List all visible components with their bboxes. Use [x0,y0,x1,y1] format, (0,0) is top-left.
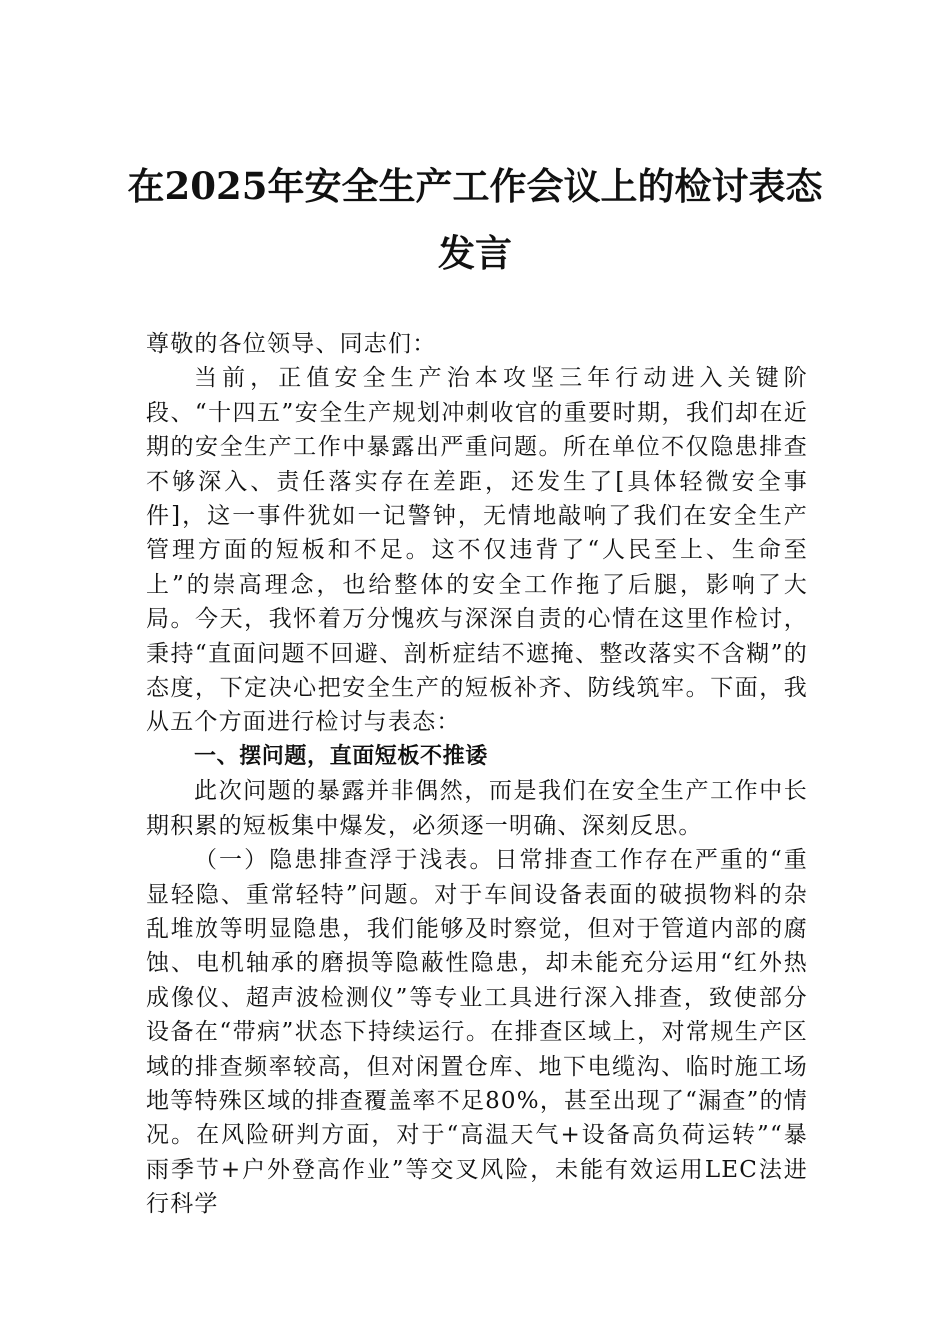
section-1-heading: 一、摆问题，直面短板不推诿 [194,743,488,769]
salutation: 尊敬的各位领导、同志们： [146,331,437,357]
section-1-intro-paragraph: 此次问题的暴露并非偶然，而是我们在安全生产工作中长期积累的短板集中爆发，必须逐一明确、深刻反思。 [146,778,808,839]
section-1-item-1-paragraph: （一）隐患排查浮于浅表。日常排查工作存在严重的“重显轻隐、重常轻特”问题。对于车间设备表面的破损物料的杂乱堆放等明显隐患，我们能够及时察觉，但对于管道内部的腐蚀、电机轴承的磨损等隐蔽性隐患，却未能充分运用“红外热成像仪、超声波检测仪”等专业工具进行深入排查，致使部分设备在“带病”状态下持续运行。在排查区域上，对常规生产区域的排查频率较高，但对闲置仓库、地下电缆沟、临时施工场地等特殊区域的排查覆盖率不足80%，甚至出现了“漏查”的情况。在风险研判方面，对于“高温天气+设备高负荷运转”“暴雨季节+户外登高作业”等交叉风险，未能有效运用LEC法进行科学 [146,847,808,1218]
document-title-line-2: 发言 [438,231,512,275]
intro-paragraph: 当前，正值安全生产治本攻坚三年行动进入关键阶段、“十四五”安全生产规划冲刺收官的重要时期，我们却在近期的安全生产工作中暴露出严重问题。所在单位不仅隐患排查不够深入、责任落实存在差距，还发生了[具体轻微安全事件]，这一事件犹如一记警钟，无情地敲响了我们在安全生产管理方面的短板和不足。这不仅违背了“人民至上、生命至上”的崇高理念，也给整体的安全工作拖了后腿，影响了大局。今天，我怀着万分愧疚与深深自责的心情在这里作检讨，秉持“直面问题不回避、剖析症结不遮掩、整改落实不含糊”的态度，下定决心把安全生产的短板补齐、防线筑牢。下面，我从五个方面进行检讨与表态： [146,365,808,736]
document-title-line-1: 在2025年安全生产工作会议上的检讨表态 [127,164,823,208]
document-body [146,327,808,1222]
